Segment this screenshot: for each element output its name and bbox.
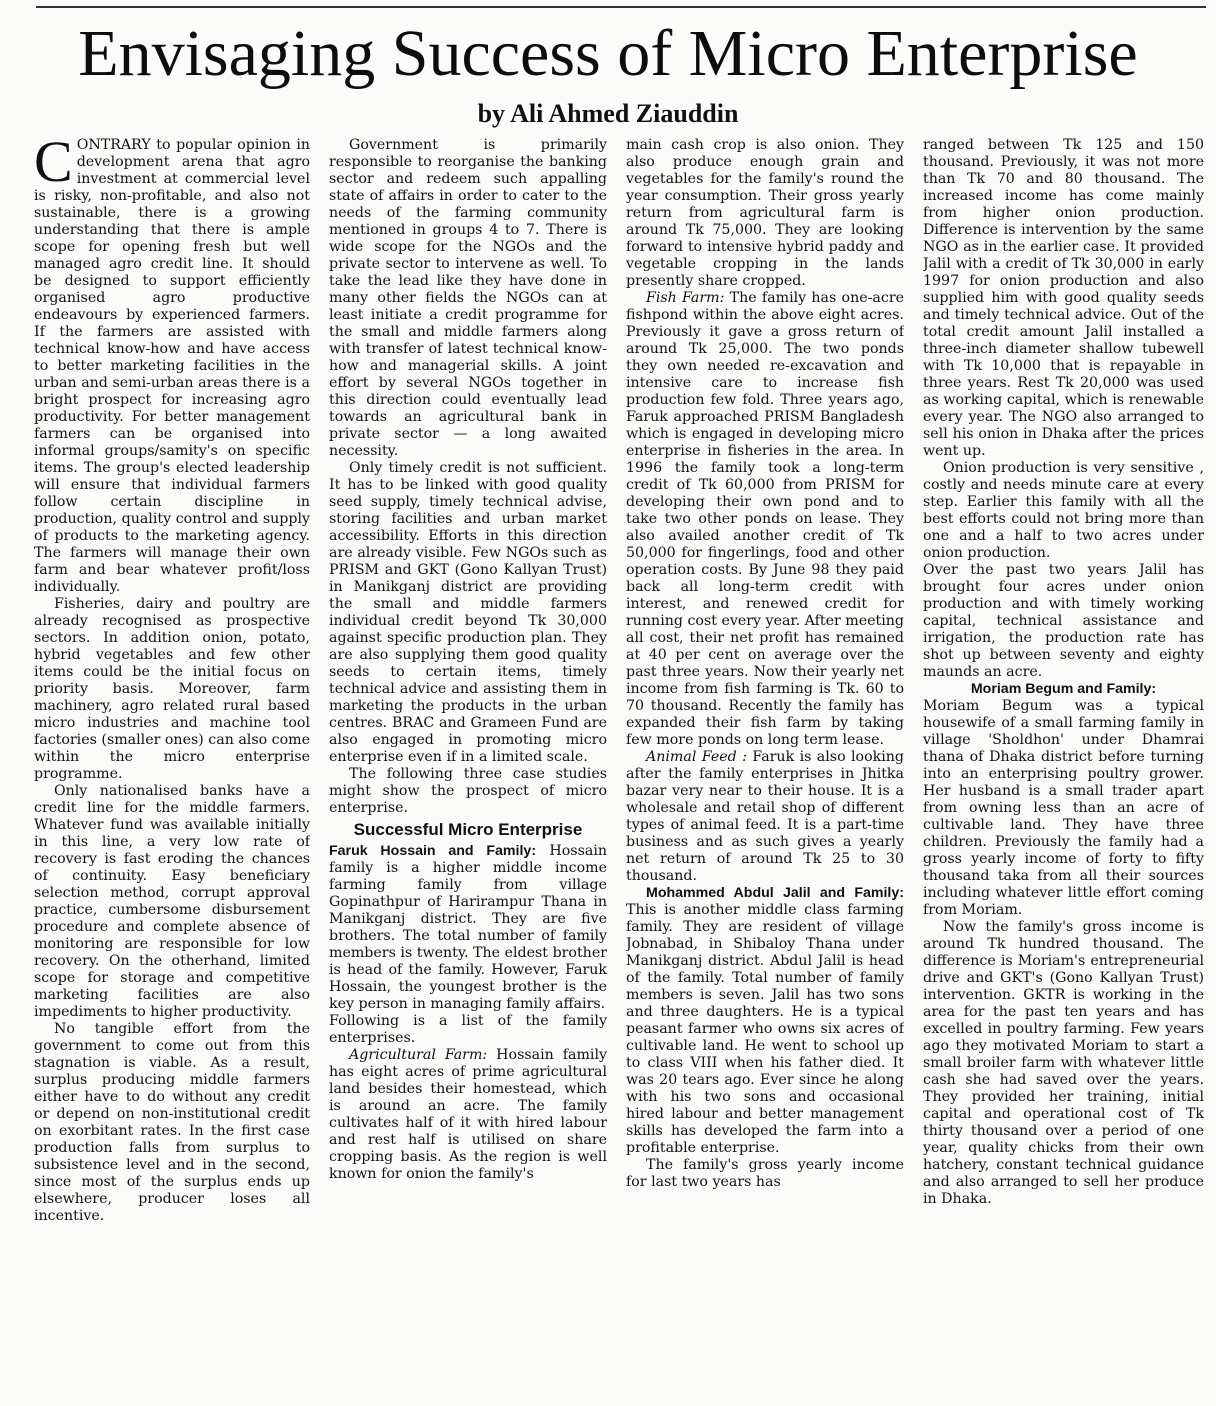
paragraph: The family's gross yearly income for last two years has [626, 1157, 904, 1190]
paragraph: Over the past two years Jalil has brought four acres under onion production and with timely working capital, technical assistance and irrigation, the production rate has shot up between seventy and eighty maunds an acre. [923, 562, 1204, 680]
paragraph: Agricultural Farm: Hossain family has eight acres of prime agricultural land besides their homestead, which is around an acre. The family cultivates half of it with hired labour and rest half is utilised on share cropping basis. As the region is well known for onion the family's [329, 1047, 607, 1182]
paragraph: Faruk Hossain and Family: Hossain family is a higher middle income farming family from village Gopinathpur of Harirampur Thana in Manikganj district. They are five brothers. The total number of family members is twenty. The eldest brother is head of the family. However, Faruk Hossain, the youngest brother is the key person in managing family affairs. [329, 843, 607, 1012]
paragraph: Government is primarily responsible to reorganise the banking sector and redeem such appalling state of affairs in order to cater to the needs of the farming community mentioned in groups 4 to 7. There is wide scope for the NGOs and the private sector to intervene as well. To take the lead like they have done in many other fields the NGOs can at least initiate a credit programme for the small and middle farmers along with transfer of latest technical know-how and managerial skills. A joint effort by several NGOs together in this direction could eventually lead towards an agricultural bank in private sector — a long awaited necessity. [329, 137, 607, 459]
paragraph: main cash crop is also onion. They also produce enough grain and vegetables for the family's round the year consumption. Their gross yearly return from agricultural farm is around Tk 75,000. They are looking forward to intensive hybrid paddy and vegetable cropping in the lands presently share cropped. [626, 137, 904, 289]
column-1 [34, 137, 310, 1399]
paragraph: Fish Farm: The family has one-acre fishpond within the above eight acres. Previously it gave a gross return of around Tk 25,000. The two ponds they own needed re-excavation and intensive care to increase fish production few fold. Three years ago, Faruk approached PRISM Bangladesh which is engaged in developing micro enterprise in fisheries in the area. In 1996 the family took a long-term credit of Tk 60,000 from PRISM for developing their own pond and to take two other ponds on lease. They also availed another credit of Tk 50,000 for fingerlings, food and other operation costs. By June 98 they paid back all long-term credit with interest, and renewed credit for running cost every year. After meeting all cost, their net profit has remained at 40 per cent on average over the past three years. Now their yearly net income from fish farming is Tk. 60 to 70 thousand. Recently the family has expanded their fish farm by taking few more ponds on long term lease. [626, 290, 904, 748]
paragraph: The following three case studies might show the prospect of micro enterprise. [329, 766, 607, 816]
byline: by Ali Ahmed Ziauddin [477, 99, 739, 128]
headline: Envisaging Success of Micro Enterprise [78, 17, 1138, 90]
case-study-lead: Faruk Hossain and Family: [329, 843, 537, 859]
paragraph: ranged between Tk 125 and 150 thousand. Previously, it was not more than Tk 70 and 80 thousand. The increased income has come mainly from higher onion production. Difference is intervention by the same NGO as in the earlier case. It provided Jalil with a credit of Tk 30,000 in early 1997 for onion production and also supplied him with good quality seeds and timely technical advice. Out of the total credit amount Jalil installed a three-inch diameter shallow tubewell with Tk 10,000 that is repayable in three years. Rest Tk 20,000 was used as working capital, which is renewable every year. The NGO also arranged to sell his onion in Dhaka after the prices went up. [923, 137, 1204, 459]
paragraph: Mohammed Abdul Jalil and Family: This is another middle class farming family. They are resident of village Jobnabad, in Shibaloy Thana under Manikganj district. Abdul Jalil is head of the family. Total number of family members is seven. Jalil has two sons and three daughters. He is a typical peasant farmer who owns six acres of cultivable land. He went to school up to class VIII when his father died. It was 20 tears ago. Ever since he along with his two sons and occasional hired labour and better management skills has developed the farm into a profitable enterprise. [626, 885, 904, 1156]
enterprise-label: Agricultural Farm: [349, 1047, 488, 1063]
column-3 [626, 137, 904, 1399]
paragraph: No tangible effort from the government to come out from this stagnation is viable. As a result, surplus producing middle farmers either have to do without any credit or depend on non-institutional credit on exorbitant rates. In the first case production falls from surplus to subsistence level and in the second, since most of the surplus ends up elsewhere, producer loses all incentive. [34, 1021, 310, 1224]
paragraph: Fisheries, dairy and poultry are already recognised as prospective sectors. In addition onion, potato, hybrid vegetables and few other items could be the initial focus on priority basis. Moreover, farm machinery, agro related rural based micro industries and machine tool factories (smaller ones) can also come within the micro enterprise programme. [34, 596, 310, 782]
drop-cap: C [34, 137, 73, 194]
enterprise-label: Animal Feed : [646, 749, 747, 765]
paragraph: CONTRARY to popular opinion in development arena that agro investment at commercial level is risky, non-profitable, and also not sustainable, there is a growing understanding that there is ample scope for opening fresh but well managed agro credit line. It should be designed to support efficiently organised agro productive endeavours by experienced farmers. If the farmers are assisted with technical know-how and have access to better marketing facilities in the urban and semi-urban areas there is a bright prospect for increasing agro productivity. For better management farmers can be organised into informal groups/samity's on specific items. The group's elected leadership will ensure that individual farmers follow certain discipline in production, quality control and supply of products to the marketing agency. The farmers will manage their own farm and bear whatever profit/loss individually. [34, 137, 310, 595]
column-4 [923, 137, 1204, 1399]
section-subhead: Successful Micro Enterprise [353, 820, 583, 839]
article-body [34, 137, 1204, 1399]
paragraph: Moriam Begum and Family: Moriam Begum was a typical housewife of a small farming family in village 'Sholdhon' under Dhamrai thana of Dhaka district before turning into an enterprising poultry grower. Her husband is a small trader apart from owning less than an acre of cultivable land. They have three children. Previously the family had a gross yearly income of forty to fifty thousand taka from all their sources including whatever little effort coming from Moriam. [923, 681, 1204, 918]
enterprise-label: Fish Farm: [646, 290, 725, 306]
paragraph: Only timely credit is not sufficient. It has to be linked with good quality seed supply, timely technical advise, storing facilities and urban market accessibility. Efforts in this direction are already visible. Few NGOs such as PRISM and GKT (Gono Kallyan Trust) in Manikganj district are providing the small and middle farmers individual credit beyond Tk 30,000 against specific production plan. They are also supplying them good quality seeds to certain items, timely technical advice and assisting them in marketing the products in the urban centres. BRAC and Grameen Fund are also engaged in promoting micro enterprise even if in a limited scale. [329, 460, 607, 765]
paragraph: Only nationalised banks have a credit line for the middle farmers. Whatever fund was available initially in this line, a very low rate of recovery is fast eroding the chances of continuity. Easy beneficiary selection method, corrupt approval practice, cumbersome disbursement procedure and complete absence of monitoring are responsible for low recovery. On the otherhand, limited scope for storage and competitive marketing facilities are also impediments to higher productivity. [34, 783, 310, 1020]
paragraph: Onion production is very sensitive , costly and needs minute care at every step. Earlier this family with all the best efforts could not bring more than one and a half to two acres under onion production. [923, 460, 1204, 561]
case-study-lead: Mohammed Abdul Jalil and Family: [646, 885, 904, 901]
paragraph: Animal Feed : Faruk is also looking after the family enterprises in Jhitka bazar very near to their house. It is a wholesale and retail shop of different types of animal feed. It is a part-time business and as such gives a yearly net return of around Tk 25 to 30 thousand. [626, 749, 904, 884]
case-study-lead: Moriam Begum and Family: [970, 681, 1157, 697]
paragraph: Now the family's gross income is around Tk hundred thousand. The difference is Moriam's entrepreneurial drive and GKT's (Gono Kallyan Trust) intervention. GKTR is working in the area for the past ten years and has excelled in poultry farming. Few years ago they motivated Moriam to start a small broiler farm with whatever little cash she had saved over the years. They provided her training, initial capital and operational cost of Tk thirty thousand over a period of one year, quality chicks from their own hatchery, constant technical guidance and also arranged to sell her produce in Dhaka. [923, 919, 1204, 1207]
paragraph: Following is a list of the family enterprises. [329, 1013, 607, 1046]
top-rule [36, 6, 1206, 8]
column-2 [329, 137, 607, 1399]
